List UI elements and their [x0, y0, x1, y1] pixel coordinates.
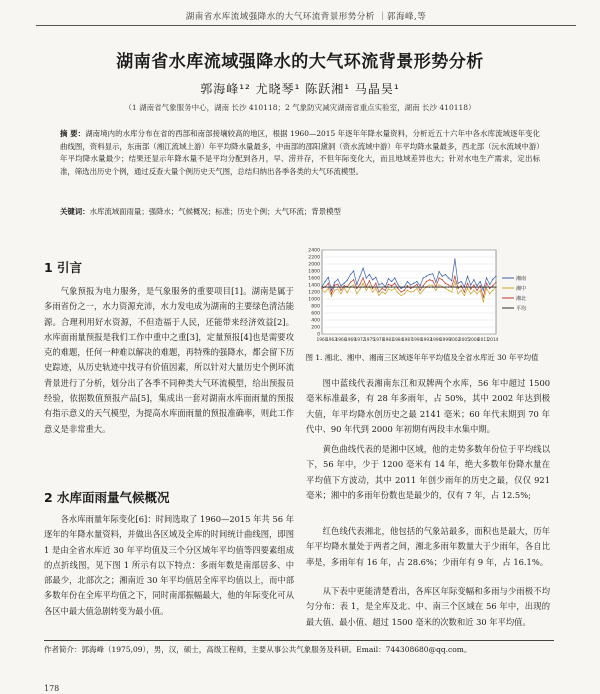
- legend-label: 湘北: [516, 296, 527, 302]
- data-point: [470, 289, 471, 290]
- x-tick-label: 1993: [420, 338, 432, 343]
- data-point: [372, 287, 373, 288]
- data-point: [359, 287, 360, 288]
- data-point: [404, 287, 405, 288]
- data-point: [445, 283, 446, 284]
- section-2-paragraph-right-4: 从下表中更能清楚看出，各库区年际变幅和多雨与少雨极不均匀分布：表 1，是全库及北、中、南三个区域在 56 年中，出现的最大值、最小值、超过 1500 毫米的次数和近 30 年平均值。: [306, 586, 550, 627]
- data-point: [486, 277, 487, 278]
- data-point: [495, 276, 496, 277]
- data-point: [432, 273, 433, 274]
- data-point: [407, 287, 408, 288]
- data-point: [423, 290, 424, 291]
- keywords-text: 水库流域面雨量；强降水；气候概况；标准；历史个例；大气环流；背景模型: [89, 207, 341, 216]
- data-point: [363, 287, 364, 288]
- keywords: [60, 206, 540, 218]
- data-point: [372, 279, 373, 280]
- x-tick-label: 1960: [316, 338, 328, 343]
- data-point: [432, 280, 433, 281]
- data-point: [328, 283, 329, 284]
- figure-1-caption: 图 1. 湘北、湘中、湘南三区域逐年年平均值及全省水库近 30 年平均值: [305, 353, 539, 362]
- section-2-paragraph-right-1: 图中蓝线代表湘南东江和双牌两个水库，56 年中超过 1500 毫米标准最多，有 28 年多雨年，占 50%，其中 2002 年达到极大值，年平均降水创历史之最 2141 毫米；60 年代末期到 70 年代中、90 年代到 2000 年初期有两段丰水集中期。: [306, 378, 550, 434]
- data-point: [445, 274, 446, 275]
- data-point: [321, 290, 322, 291]
- data-point: [419, 285, 420, 286]
- data-point: [331, 293, 332, 294]
- data-point: [328, 288, 329, 289]
- data-point: [457, 288, 458, 289]
- data-point: [325, 291, 326, 292]
- data-point: [337, 284, 338, 285]
- data-point: [461, 281, 462, 282]
- data-point: [404, 293, 405, 294]
- x-tick-label: 1963: [326, 338, 337, 343]
- data-point: [470, 293, 471, 294]
- y-tick-label: 600: [311, 311, 320, 317]
- data-point: [470, 287, 471, 288]
- data-point: [347, 287, 348, 288]
- x-tick-label: 1972: [354, 338, 366, 343]
- y-tick-label: 2200: [308, 255, 320, 261]
- legend-label: 平均: [516, 306, 527, 312]
- data-point: [445, 288, 446, 289]
- data-point: [397, 287, 398, 288]
- data-point: [385, 290, 386, 291]
- section-2-heading: 2 水库面雨量气候概况: [44, 490, 170, 505]
- data-point: [438, 287, 439, 288]
- data-point: [356, 284, 357, 285]
- data-point: [356, 288, 357, 289]
- data-point: [407, 281, 408, 282]
- data-point: [483, 301, 484, 302]
- x-tick-label: 1990: [411, 338, 423, 343]
- data-point: [372, 288, 373, 289]
- data-point: [426, 281, 427, 282]
- data-point: [344, 283, 345, 284]
- data-point: [337, 279, 338, 280]
- data-point: [492, 285, 493, 286]
- data-point: [492, 287, 493, 288]
- data-point: [353, 287, 354, 288]
- data-point: [375, 288, 376, 289]
- data-point: [495, 287, 496, 288]
- y-tick-label: 2000: [308, 262, 320, 268]
- x-tick-label: 1996: [430, 338, 442, 343]
- author-footnote: 作者简介：郭海峰（1975,09），男，汉，硕士，高级工程师，主要从事公共气象服务及科研。Email：744308680@qq.com。: [44, 645, 472, 654]
- data-point: [353, 284, 354, 285]
- data-point: [394, 277, 395, 278]
- data-point: [321, 288, 322, 289]
- y-tick-label: 200: [311, 325, 320, 331]
- data-point: [344, 285, 345, 286]
- data-point: [353, 270, 354, 271]
- data-point: [461, 290, 462, 291]
- data-point: [378, 284, 379, 285]
- data-point: [328, 277, 329, 278]
- y-tick-label: 400: [311, 318, 320, 324]
- x-tick-label: 1987: [401, 338, 413, 343]
- data-point: [432, 287, 433, 288]
- data-point: [388, 278, 389, 279]
- data-point: [429, 284, 430, 285]
- data-point: [385, 287, 386, 288]
- data-point: [400, 288, 401, 289]
- data-point: [454, 281, 455, 282]
- section-2-paragraph-right-2: 黄色曲线代表的是湘中区域，他的走势多数年份位于平均线以下，56 年中，少于 1200 毫米有 14 年，绝大多数年份降水量在平均值下方波动，其中 2011 年创少雨年的历史之最，仅仅 921 毫米；湘中的多雨年份数也是最少的，仅有 7 年，占 12.5%;: [306, 444, 550, 500]
- y-tick-label: 1400: [308, 283, 320, 289]
- data-point: [391, 285, 392, 286]
- data-point: [400, 291, 401, 292]
- data-point: [467, 287, 468, 288]
- data-point: [416, 288, 417, 289]
- paper-title: 湖南省水库流域强降水的大气环流背景形势分析: [116, 52, 484, 72]
- data-point: [397, 288, 398, 289]
- data-point: [378, 291, 379, 292]
- x-tick-label: 1999: [439, 338, 451, 343]
- footnote-divider: [44, 640, 554, 641]
- data-point: [359, 276, 360, 277]
- data-point: [334, 282, 335, 283]
- data-point: [331, 290, 332, 291]
- author-list: 郭海峰¹² 尤晓琴¹ 陈跃湘¹ 马晶昊¹: [200, 82, 400, 96]
- data-point: [473, 279, 474, 280]
- data-point: [413, 291, 414, 292]
- data-point: [397, 292, 398, 293]
- data-point: [340, 290, 341, 291]
- x-tick-label: 2002: [449, 338, 461, 343]
- data-point: [470, 284, 471, 285]
- data-point: [495, 282, 496, 283]
- data-point: [334, 284, 335, 285]
- x-tick-label: 1966: [335, 338, 347, 343]
- data-point: [325, 281, 326, 282]
- data-point: [400, 287, 401, 288]
- y-tick-label: 800: [311, 304, 320, 310]
- data-point: [340, 293, 341, 294]
- data-point: [467, 288, 468, 289]
- x-tick-label: 1975: [363, 338, 375, 343]
- data-point: [423, 277, 424, 278]
- data-point: [375, 287, 376, 288]
- data-point: [382, 291, 383, 292]
- data-point: [489, 288, 490, 289]
- section-2-paragraph-right-3: 红色线代表湘北，他包括的气象站最多，面积也是最大，历年年平均降水量处于两者之间，湘北多雨年数量大于少雨年，各自比率是，多雨年有 16 年，占 28.6%；少雨年有 9 年，占 16.1%。: [306, 526, 550, 567]
- running-head: 湖南省水库流域强降水的大气环流背景形势分析 ｜郭海峰,等: [185, 12, 427, 22]
- x-tick-label: 1984: [392, 338, 404, 343]
- data-point: [454, 258, 455, 259]
- section-1-heading: 1 引言: [44, 260, 83, 275]
- data-point: [464, 295, 465, 296]
- affiliations: （1 湖南省气象服务中心，湖南 长沙 410118；2 气象防灾减灾湖南省重点实验室，湖南 长沙 410118）: [124, 103, 476, 112]
- data-point: [476, 285, 477, 286]
- data-point: [378, 287, 379, 288]
- data-point: [480, 281, 481, 282]
- data-point: [438, 284, 439, 285]
- legend-label: 湘中: [516, 286, 527, 292]
- data-point: [350, 282, 351, 283]
- data-point: [347, 292, 348, 293]
- data-point: [480, 290, 481, 291]
- data-point: [464, 291, 465, 292]
- data-point: [426, 276, 427, 277]
- data-point: [369, 285, 370, 286]
- data-point: [483, 290, 484, 291]
- data-point: [394, 283, 395, 284]
- legend-label: 湘南: [516, 276, 527, 282]
- data-point: [366, 287, 367, 288]
- data-point: [451, 291, 452, 292]
- data-point: [489, 287, 490, 288]
- data-point: [429, 287, 430, 288]
- x-tick-label: 1978: [373, 338, 385, 343]
- data-point: [489, 284, 490, 285]
- y-tick-label: 1600: [308, 276, 320, 282]
- section-1-paragraph: 气象预报为电力服务，是气象服务的重要项目[1]。湖南是属于多雨省份之一，水力资源充沛，水力发电成为湖南的主要绿色清洁能源。合理利用好水资源，不但造福于人民，还能带来经济效益[2]。水库面雨量预报是我们工作中重中之重[3]，定量预报[4]也是需要攻克的难题，任何一种难以解决的难题，再特殊的强降水，都会留下历史踪迹，从历史轨迹中找寻有价值因素，所以针对大量历史个例环流背景进行了分析，划分出了各季不同种类大气环流模型，给出预报员经验，依据数值预报产品[5]，集成出一套对湖南水库面雨量的预报有指示意义的天气模型，为提高水库面雨量的预报准确率，则此工作意义是非常重大。: [44, 286, 294, 434]
- data-point: [419, 293, 420, 294]
- data-point: [442, 276, 443, 277]
- data-point: [356, 293, 357, 294]
- data-point: [413, 287, 414, 288]
- data-point: [451, 280, 452, 281]
- data-point: [366, 290, 367, 291]
- data-point: [476, 293, 477, 294]
- data-point: [442, 279, 443, 280]
- data-point: [378, 295, 379, 296]
- abstract-label: 摘 要：: [60, 129, 86, 138]
- data-point: [486, 288, 487, 289]
- data-point: [416, 287, 417, 288]
- data-point: [410, 287, 411, 288]
- data-point: [416, 281, 417, 282]
- data-point: [407, 290, 408, 291]
- data-point: [410, 284, 411, 285]
- line-chart: [300, 246, 540, 348]
- data-point: [454, 287, 455, 288]
- data-point: [363, 277, 364, 278]
- data-point: [359, 289, 360, 290]
- data-point: [451, 287, 452, 288]
- data-point: [344, 287, 345, 288]
- data-point: [394, 288, 395, 289]
- data-point: [419, 287, 420, 288]
- data-point: [388, 289, 389, 290]
- data-point: [489, 293, 490, 294]
- data-point: [400, 295, 401, 296]
- data-point: [435, 282, 436, 283]
- data-point: [382, 288, 383, 289]
- data-point: [442, 287, 443, 288]
- y-tick-label: 1800: [308, 269, 320, 275]
- data-point: [492, 290, 493, 291]
- data-point: [445, 287, 446, 288]
- data-point: [435, 287, 436, 288]
- data-point: [448, 277, 449, 278]
- y-tick-label: 2400: [308, 248, 320, 254]
- data-point: [391, 290, 392, 291]
- data-point: [486, 283, 487, 284]
- data-point: [337, 289, 338, 290]
- data-point: [331, 287, 332, 288]
- data-point: [325, 287, 326, 288]
- data-point: [454, 276, 455, 277]
- data-point: [426, 287, 427, 288]
- data-point: [467, 283, 468, 284]
- data-point: [369, 280, 370, 281]
- data-point: [461, 287, 462, 288]
- x-tick-label: 1981: [382, 338, 394, 343]
- data-point: [328, 287, 329, 288]
- data-point: [416, 284, 417, 285]
- data-point: [347, 280, 348, 281]
- data-point: [340, 287, 341, 288]
- data-point: [359, 284, 360, 285]
- data-point: [448, 284, 449, 285]
- data-point: [480, 285, 481, 286]
- y-tick-label: 0: [317, 332, 320, 338]
- data-point: [448, 287, 449, 288]
- data-point: [366, 277, 367, 278]
- data-point: [391, 281, 392, 282]
- data-point: [438, 277, 439, 278]
- data-point: [375, 277, 376, 278]
- x-tick-label: 2008: [468, 338, 480, 343]
- data-point: [356, 287, 357, 288]
- x-tick-label: 2011: [477, 338, 489, 343]
- data-point: [461, 285, 462, 286]
- data-point: [350, 274, 351, 275]
- data-point: [397, 284, 398, 285]
- data-point: [435, 290, 436, 291]
- data-point: [486, 287, 487, 288]
- x-tick-label: 1969: [345, 338, 356, 343]
- data-point: [394, 287, 395, 288]
- keywords-label: 关键词：: [60, 207, 90, 216]
- data-point: [375, 283, 376, 284]
- data-point: [473, 290, 474, 291]
- abstract: [60, 128, 540, 178]
- data-point: [476, 290, 477, 291]
- data-point: [340, 285, 341, 286]
- data-point: [480, 287, 481, 288]
- page-number: 178: [44, 684, 60, 693]
- data-point: [404, 290, 405, 291]
- data-point: [410, 291, 411, 292]
- data-point: [429, 274, 430, 275]
- data-point: [438, 271, 439, 272]
- data-point: [457, 287, 458, 288]
- x-tick-label: 2014: [487, 338, 499, 343]
- data-point: [391, 287, 392, 288]
- data-point: [363, 283, 364, 284]
- x-tick-label: 2005: [458, 338, 470, 343]
- y-tick-label: 1000: [308, 297, 320, 303]
- data-point: [483, 297, 484, 298]
- data-point: [467, 276, 468, 277]
- data-point: [334, 287, 335, 288]
- figure-1-chart: [300, 246, 540, 348]
- data-point: [388, 284, 389, 285]
- data-point: [372, 291, 373, 292]
- data-point: [457, 293, 458, 294]
- data-point: [464, 287, 465, 288]
- data-point: [337, 287, 338, 288]
- abstract-text: 湖南境内的水库分布在省的西部和南部接壤较高的地区，根据 1960—2015 年逐年年降水量资料，分析近五十六年中各水库流域逐年变化曲线图，资料显示，东南部（湘江流域上游）年平均降水量最多，中南部的邵阳黛洞（资水流域中游）年平均降水量最多，西北部（沅水流域中游）年平均降水量最少；结果还显示年降水量不是平均分配到各月，早、涝并存，不但年际变化大，而且地域差异也大；针对水电生产需求，定出标准，筛选出历史个例，通过反查大量个例历史天气图，总结归纳出各季各类的大气环流模型。: [60, 129, 540, 176]
- data-point: [419, 290, 420, 291]
- data-point: [473, 287, 474, 288]
- data-point: [410, 288, 411, 289]
- data-point: [369, 287, 370, 288]
- data-point: [476, 287, 477, 288]
- data-point: [388, 287, 389, 288]
- data-point: [363, 268, 364, 269]
- data-point: [385, 293, 386, 294]
- data-point: [429, 279, 430, 280]
- data-point: [353, 279, 354, 280]
- data-point: [492, 279, 493, 280]
- data-point: [382, 283, 383, 284]
- data-point: [423, 287, 424, 288]
- data-point: [432, 285, 433, 286]
- data-point: [457, 283, 458, 284]
- data-point: [407, 285, 408, 286]
- data-point: [473, 284, 474, 285]
- data-point: [413, 283, 414, 284]
- data-point: [483, 287, 484, 288]
- header-divider: [36, 25, 576, 26]
- data-point: [448, 290, 449, 291]
- section-2-paragraph-left: 各水库雨量年际变化[6]：时间选取了 1960—2015 年共 56 年逐年的年降水量资料，并做出各区域及全库的时间统计曲线图，即图 1 是由全省水库近 30 年平均值及三个分区域年平均值等四要素组成的点折线图，见下图 1 所示有以下特点：多雨年数是南部居多、中部最少，北部次之；湘南近 30 年平均值居全库平均值以上，而中部多数年份在全库平均值之下，同时南部振幅最大，他的年际变化可从各区中最大值急剧转变为最小值。: [44, 514, 294, 616]
- data-point: [382, 287, 383, 288]
- data-point: [369, 274, 370, 275]
- data-point: [423, 285, 424, 286]
- data-point: [331, 296, 332, 297]
- y-tick-label: 1200: [308, 290, 320, 296]
- data-point: [321, 287, 322, 288]
- data-point: [334, 290, 335, 291]
- data-point: [350, 287, 351, 288]
